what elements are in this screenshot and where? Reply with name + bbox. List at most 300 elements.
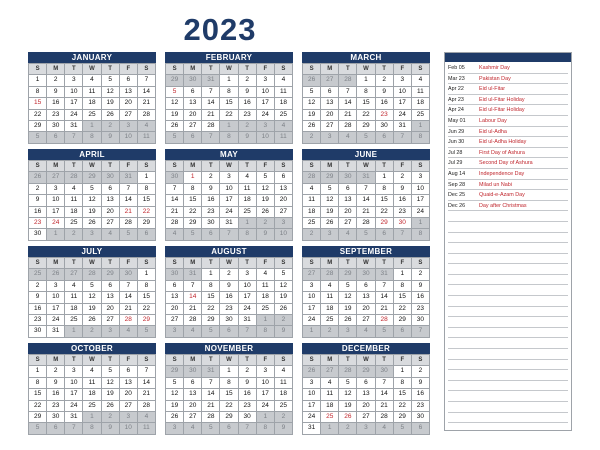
day-cell: 18 [257,292,275,303]
day-cell: 5 [83,281,101,292]
day-cell: 21 [202,110,220,121]
holiday-date: Apr 22 [448,86,464,93]
day-cell: 5 [303,87,321,98]
day-cell: 12 [83,195,101,206]
holiday-date: Jul 28 [448,149,463,156]
day-cell: 19 [303,110,321,121]
day-cell: 5 [257,172,275,183]
holiday-row-blank [448,338,568,349]
other-month-day: 6 [138,229,156,240]
other-month-day: 1 [412,121,430,132]
day-cell: 17 [65,389,83,400]
day-cell: 27 [184,121,202,132]
day-cell: 5 [102,366,120,377]
day-cell: 11 [275,87,293,98]
other-month-day: 5 [202,326,220,337]
day-cell: 29 [202,315,220,326]
day-cell: 7 [357,184,375,195]
day-cell: 26 [166,412,184,423]
day-cell: 12 [303,98,321,109]
month-header: MARCH [302,52,430,63]
day-cell: 13 [102,195,120,206]
day-cell: 28 [202,412,220,423]
day-cell: 23 [412,401,430,412]
other-month-day: 5 [376,326,394,337]
holiday-row-blank [448,222,568,233]
day-cell: 8 [29,87,47,98]
day-cell: 15 [138,195,156,206]
other-month-day: 2 [339,423,357,434]
day-cell: 18 [321,304,339,315]
other-month-day: 2 [239,121,257,132]
day-cell: 11 [412,87,430,98]
day-cell: 11 [321,292,339,303]
day-cell: 14 [202,389,220,400]
other-month-day: 4 [102,229,120,240]
other-month-day: 6 [184,132,202,143]
day-cell: 3 [257,75,275,86]
other-month-day: 6 [202,229,220,240]
other-month-day: 1 [65,326,83,337]
day-cell: 3 [65,75,83,86]
other-month-day: 29 [357,366,375,377]
day-cell: 2 [412,269,430,280]
day-cell: 4 [65,184,83,195]
day-cell: 11 [321,389,339,400]
holiday-day: 29 [138,315,156,326]
holiday-day: 25 [321,412,339,423]
holiday-name: Kashmir Day [479,65,510,71]
weekday-label: F [120,355,138,366]
day-cell: 13 [184,98,202,109]
weekday-label: S [29,258,47,269]
day-cell: 18 [275,98,293,109]
day-cell: 10 [239,281,257,292]
other-month-day: 2 [83,326,101,337]
day-cell: 7 [184,281,202,292]
holiday-name: Eid ul-Adha [479,128,507,135]
other-month-day: 8 [83,423,101,434]
other-month-day: 30 [166,269,184,280]
day-cell: 12 [321,195,339,206]
day-cell: 15 [394,292,412,303]
weekday-label: F [257,64,275,75]
other-month-day: 5 [120,229,138,240]
day-cell: 3 [257,366,275,377]
month-header: AUGUST [165,246,293,257]
day-cell: 17 [394,98,412,109]
other-month-day: 2 [321,326,339,337]
holiday-row-blank [448,349,568,360]
other-month-day: 5 [357,229,375,240]
holiday-row-blank [448,285,568,296]
weekday-label: S [303,64,321,75]
other-month-day: 7 [394,229,412,240]
other-month-day: 3 [339,326,357,337]
day-cell: 25 [412,110,430,121]
weekday-label: F [394,355,412,366]
day-cell: 3 [303,378,321,389]
weekday-label: S [275,64,293,75]
day-cell: 11 [303,195,321,206]
month-header: JULY [28,246,156,257]
day-cell: 21 [138,98,156,109]
weekday-label: F [394,64,412,75]
weekday-label: S [166,64,184,75]
day-cell: 23 [202,207,220,218]
weekday-label: T [239,161,257,172]
weekday-label: T [239,258,257,269]
day-cell: 25 [65,218,83,229]
weekday-label: W [83,355,101,366]
day-cell: 3 [412,172,430,183]
day-cell: 28 [339,121,357,132]
weekday-label: S [138,161,156,172]
day-cell: 9 [29,195,47,206]
day-cell: 24 [303,412,321,423]
day-cell: 4 [257,269,275,280]
holiday-day: 5 [166,87,184,98]
weekday-label: T [239,355,257,366]
day-cell: 14 [376,292,394,303]
other-month-day: 9 [275,326,293,337]
day-cell: 2 [220,269,238,280]
other-month-day: 28 [65,172,83,183]
holiday-day: 23 [376,110,394,121]
other-month-day: 6 [220,326,238,337]
day-cell: 11 [65,195,83,206]
day-cell: 21 [357,207,375,218]
weekday-label: T [102,258,120,269]
day-cell: 3 [47,281,65,292]
weekday-label: M [321,64,339,75]
day-cell: 30 [47,412,65,423]
other-month-day: 10 [257,132,275,143]
other-month-day: 29 [166,75,184,86]
day-cell: 8 [202,281,220,292]
day-cell: 25 [275,110,293,121]
weekday-label: M [321,355,339,366]
weekday-label: T [202,258,220,269]
day-cell: 23 [47,401,65,412]
weekday-label: S [275,258,293,269]
day-cell: 23 [239,110,257,121]
other-month-day: 1 [257,412,275,423]
day-cell: 28 [138,110,156,121]
weekday-label: M [184,258,202,269]
day-cell: 26 [102,110,120,121]
day-cell: 26 [102,401,120,412]
weekday-label: T [376,258,394,269]
other-month-day: 30 [184,366,202,377]
day-cell: 16 [202,195,220,206]
other-month-day: 7 [394,132,412,143]
day-cell: 17 [303,401,321,412]
other-month-day: 1 [47,229,65,240]
month-june [302,149,430,241]
month-august [165,246,293,338]
day-cell: 12 [166,98,184,109]
day-cell: 27 [357,412,375,423]
day-cell: 9 [376,87,394,98]
day-cell: 27 [166,315,184,326]
weekday-label: F [120,64,138,75]
day-cell: 18 [303,207,321,218]
day-cell: 5 [275,269,293,280]
day-cell: 31 [239,315,257,326]
weekday-label: T [339,258,357,269]
weekday-label: T [339,64,357,75]
weekday-label: S [29,355,47,366]
day-cell: 23 [29,315,47,326]
holiday-name: Quaid-e-Azam Day [479,192,525,199]
holiday-name: Labour Day [479,117,507,124]
other-month-day: 9 [102,132,120,143]
weekday-label: S [303,161,321,172]
other-month-day: 4 [138,121,156,132]
day-cell: 24 [65,401,83,412]
month-july [28,246,156,338]
day-cell: 1 [394,269,412,280]
day-cell: 9 [202,184,220,195]
weekday-label: S [138,258,156,269]
weekday-label: T [65,258,83,269]
holiday-date: Dec 25 [448,192,466,199]
holiday-name: Eid ul-Fitar [479,86,506,93]
other-month-day: 29 [166,366,184,377]
day-cell: 29 [29,412,47,423]
holiday-row-blank [448,243,568,254]
day-cell: 15 [202,292,220,303]
month-day-grid [302,160,430,241]
day-cell: 25 [239,207,257,218]
other-month-day: 2 [303,132,321,143]
day-cell: 1 [220,75,238,86]
day-cell: 11 [275,378,293,389]
holiday-name: Eid ul-Fitar Holiday [479,107,525,114]
other-month-day: 6 [220,423,238,434]
day-cell: 28 [202,121,220,132]
other-month-day: 29 [83,172,101,183]
day-cell: 22 [138,304,156,315]
day-cell: 1 [376,172,394,183]
other-month-day: 29 [321,172,339,183]
day-cell: 30 [239,412,257,423]
day-cell: 6 [120,75,138,86]
day-cell: 27 [339,218,357,229]
day-cell: 22 [220,110,238,121]
other-month-day: 6 [47,423,65,434]
other-month-day: 1 [412,218,430,229]
weekday-label: T [376,64,394,75]
weekday-label: T [339,355,357,366]
holiday-row-blank [448,211,568,222]
day-cell: 20 [120,389,138,400]
holiday-row-blank [448,370,568,381]
day-cell: 9 [239,87,257,98]
day-cell: 21 [120,304,138,315]
day-cell: 2 [29,184,47,195]
day-cell: 26 [303,121,321,132]
day-cell: 1 [29,366,47,377]
day-cell: 21 [138,389,156,400]
day-cell: 17 [47,304,65,315]
other-month-day: 29 [339,269,357,280]
day-cell: 17 [412,195,430,206]
holiday-date: Dec 26 [448,202,466,209]
weekday-label: W [220,161,238,172]
day-cell: 21 [339,110,357,121]
day-cell: 13 [120,378,138,389]
day-cell: 4 [321,281,339,292]
other-month-day: 3 [83,229,101,240]
holiday-row [448,63,568,74]
other-month-day: 7 [65,423,83,434]
day-cell: 1 [202,269,220,280]
day-cell: 16 [29,207,47,218]
day-cell: 14 [166,195,184,206]
day-cell: 6 [357,281,375,292]
month-day-grid [302,63,430,144]
other-month-day: 2 [102,412,120,423]
other-month-day: 8 [83,132,101,143]
day-cell: 24 [220,207,238,218]
day-cell: 17 [239,292,257,303]
other-month-day: 1 [83,412,101,423]
other-month-day: 2 [65,229,83,240]
other-month-day: 30 [357,269,375,280]
weekday-label: T [65,355,83,366]
other-month-day: 4 [275,121,293,132]
day-cell: 28 [120,218,138,229]
day-cell: 1 [357,75,375,86]
day-cell: 18 [321,401,339,412]
weekday-label: T [202,161,220,172]
day-cell: 2 [47,75,65,86]
holiday-row-blank [448,296,568,307]
day-cell: 3 [47,184,65,195]
day-cell: 10 [257,378,275,389]
day-cell: 13 [357,292,375,303]
month-day-grid [302,257,430,338]
day-cell: 2 [29,281,47,292]
day-cell: 8 [220,378,238,389]
weekday-label: M [321,258,339,269]
weekday-label: T [376,161,394,172]
holiday-date: Sep 28 [448,181,466,188]
day-cell: 27 [120,401,138,412]
other-month-day: 9 [102,423,120,434]
day-cell: 7 [166,184,184,195]
month-header: OCTOBER [28,343,156,354]
holiday-date: Jul 29 [448,160,463,167]
day-cell: 4 [275,75,293,86]
day-cell: 21 [166,207,184,218]
other-month-day: 3 [166,326,184,337]
day-cell: 7 [138,366,156,377]
other-month-day: 1 [220,121,238,132]
weekday-label: T [202,64,220,75]
day-cell: 30 [220,315,238,326]
holiday-row [448,105,568,116]
day-cell: 27 [102,218,120,229]
other-month-day: 6 [376,132,394,143]
weekday-label: M [184,355,202,366]
other-month-day: 7 [202,132,220,143]
day-cell: 9 [47,378,65,389]
day-cell: 22 [394,401,412,412]
month-header: FEBRUARY [165,52,293,63]
holiday-day: 22 [138,207,156,218]
day-cell: 12 [257,184,275,195]
day-cell: 7 [202,87,220,98]
holiday-date: Mar 23 [448,75,465,82]
other-month-day: 3 [257,121,275,132]
day-cell: 17 [65,98,83,109]
holiday-name: Eid ul-Adha Holiday [479,139,527,146]
day-cell: 26 [339,315,357,326]
day-cell: 22 [357,110,375,121]
month-january [28,52,156,144]
day-cell: 21 [184,304,202,315]
other-month-day: 30 [339,172,357,183]
day-cell: 13 [166,292,184,303]
other-month-day: 28 [83,269,101,280]
other-month-day: 4 [339,229,357,240]
day-cell: 17 [220,195,238,206]
weekday-label: T [65,161,83,172]
month-october [28,343,156,435]
other-month-day: 4 [376,423,394,434]
day-cell: 12 [83,292,101,303]
holiday-row [448,158,568,169]
day-cell: 28 [184,315,202,326]
weekday-label: W [357,64,375,75]
day-cell: 30 [412,412,430,423]
weekday-label: M [47,258,65,269]
holiday-list [445,62,571,423]
weekday-label: S [412,355,430,366]
day-cell: 9 [47,87,65,98]
other-month-day: 30 [102,172,120,183]
day-cell: 1 [138,172,156,183]
other-month-day: 8 [257,423,275,434]
day-cell: 18 [65,207,83,218]
weekday-label: W [83,64,101,75]
day-cell: 27 [321,121,339,132]
holiday-day: 26 [339,412,357,423]
day-cell: 26 [83,218,101,229]
other-month-day: 5 [202,423,220,434]
day-cell: 25 [65,315,83,326]
day-cell: 19 [102,98,120,109]
day-cell: 15 [357,98,375,109]
other-month-day: 2 [275,315,293,326]
other-month-day: 31 [202,75,220,86]
holiday-row-blank [448,391,568,402]
holiday-panel [444,52,572,431]
weekday-label: T [239,64,257,75]
day-cell: 4 [275,366,293,377]
day-cell: 20 [357,401,375,412]
day-cell: 24 [65,110,83,121]
day-cell: 1 [138,269,156,280]
weekday-label: W [357,355,375,366]
holiday-date: Apr 23 [448,96,464,103]
month-day-grid [28,257,156,338]
day-cell: 21 [376,304,394,315]
other-month-day: 4 [120,326,138,337]
